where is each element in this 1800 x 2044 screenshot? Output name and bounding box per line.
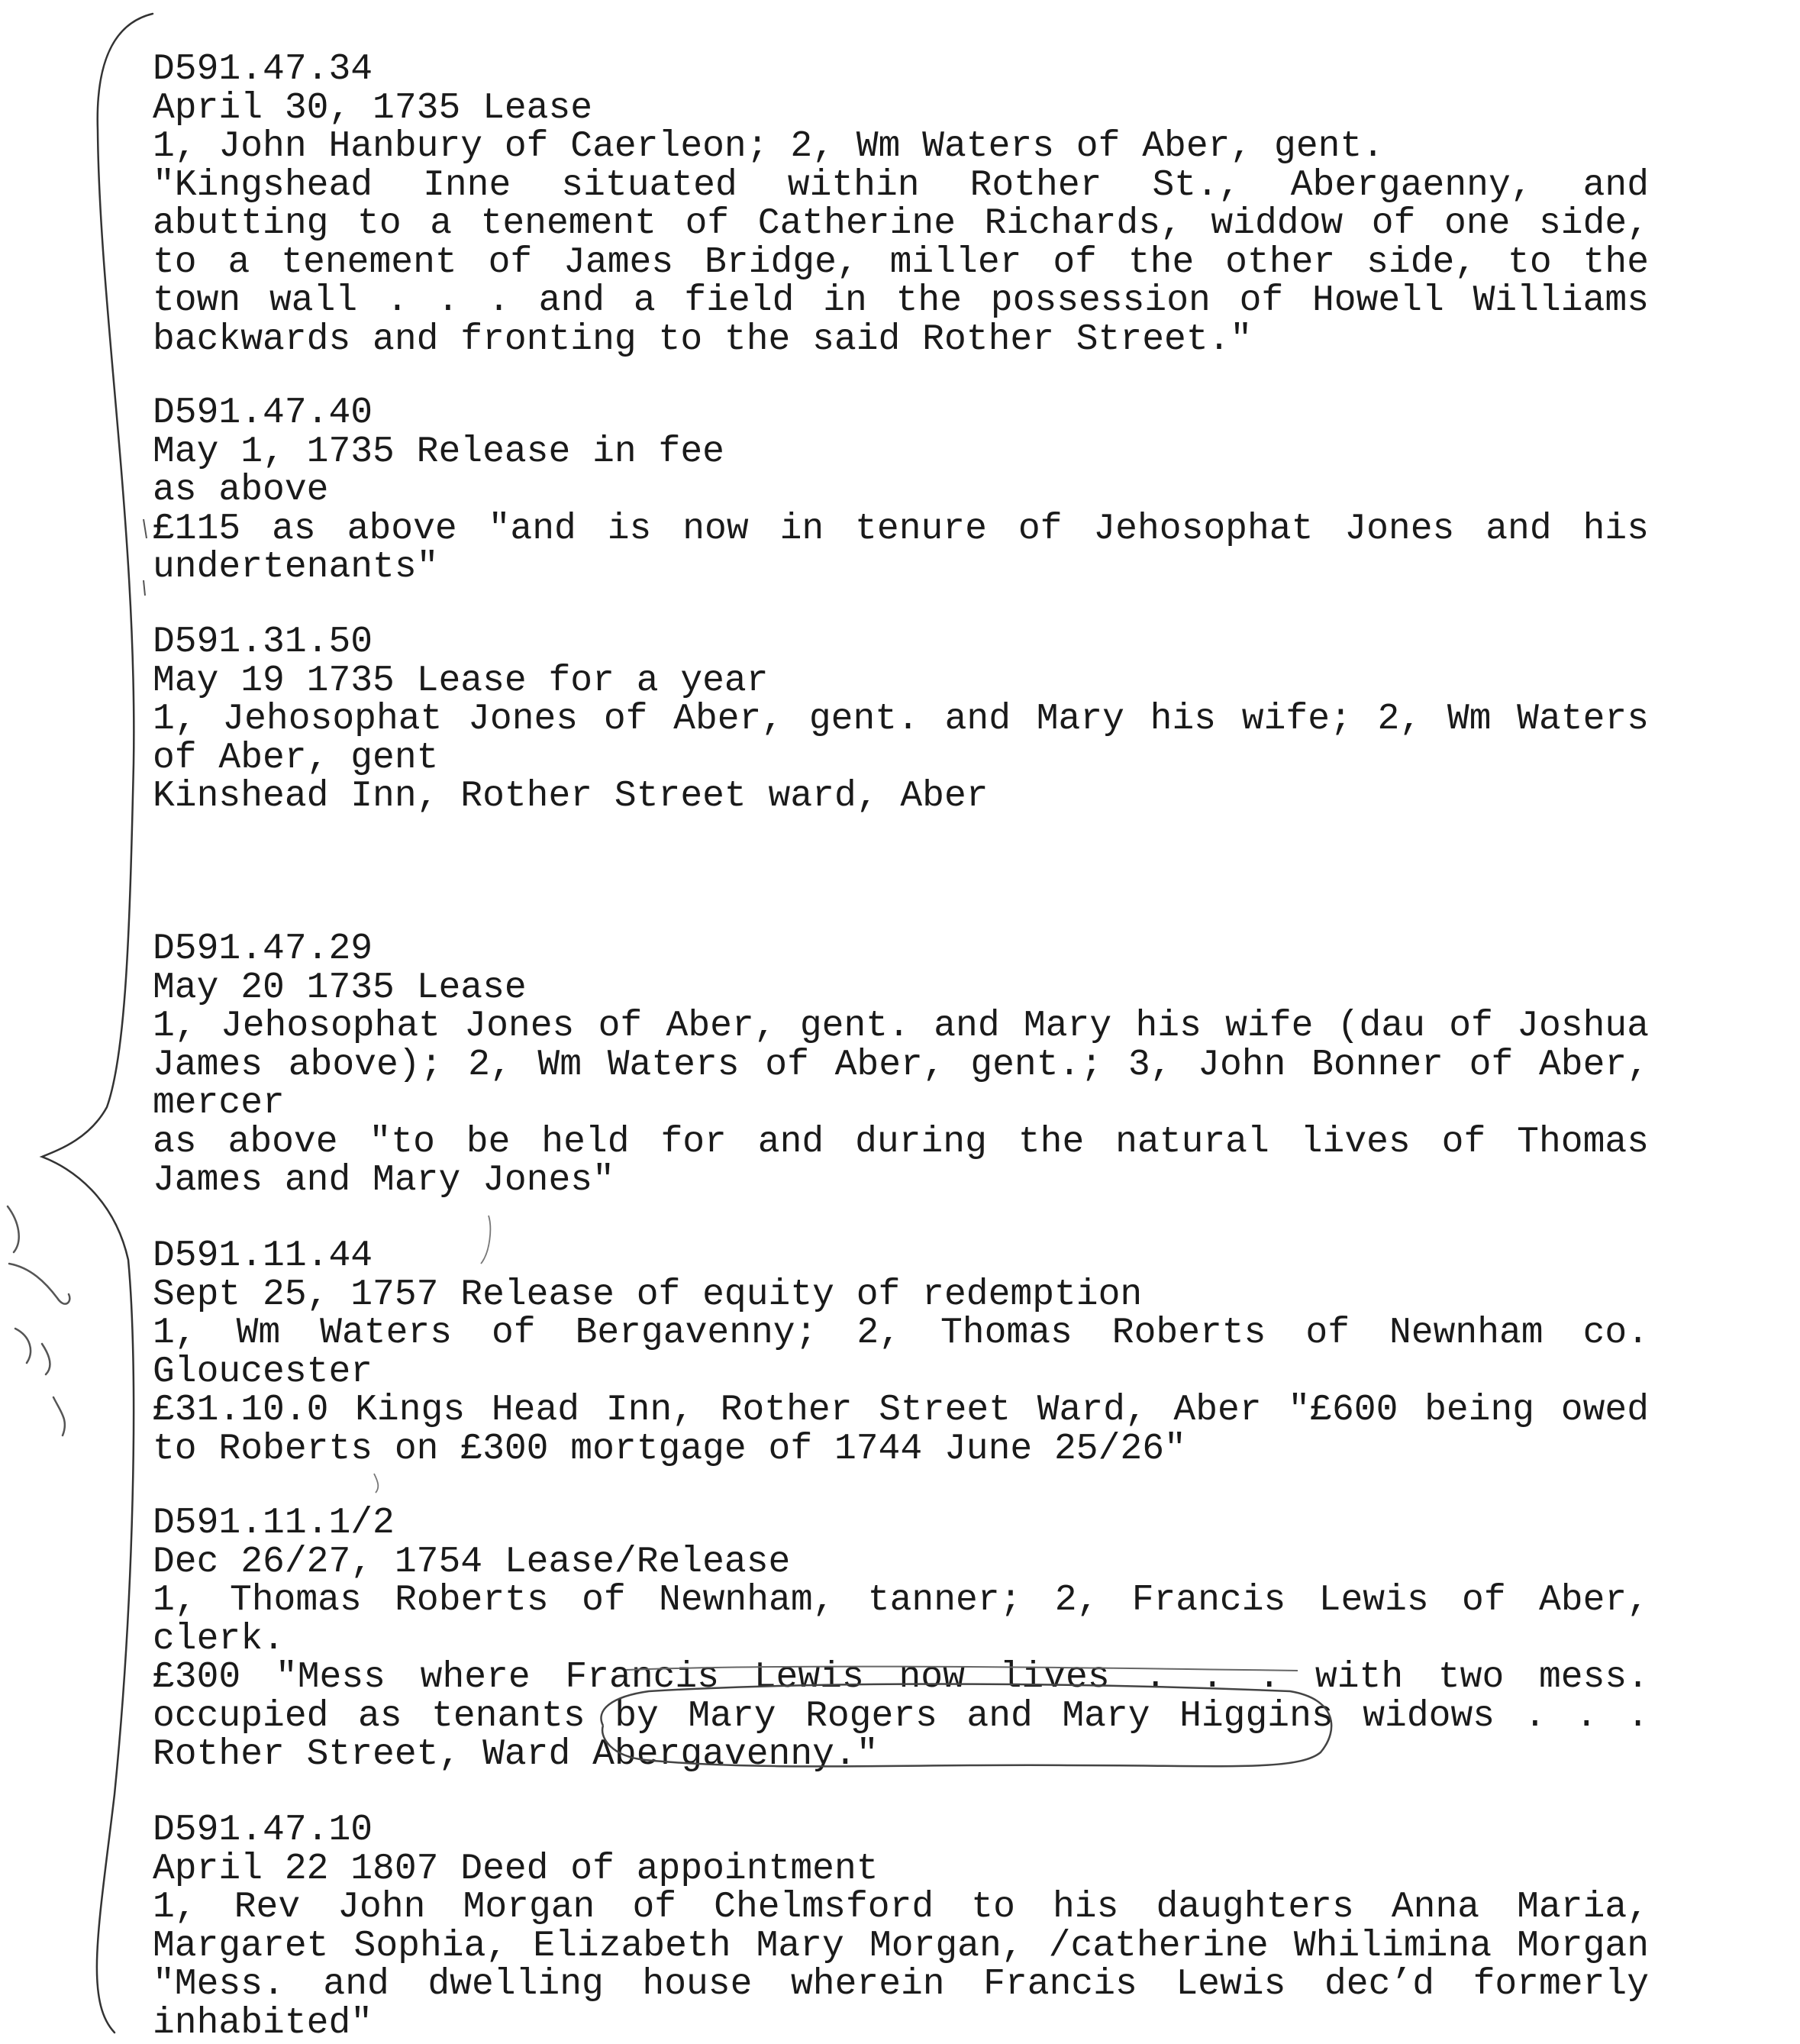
entry-line: "Kingshead Inne situated within Rother St., Abergaenny, and: [153, 164, 1649, 206]
entry-ref: D591.47.29: [153, 928, 373, 970]
entry-ref: D591.11.1/2: [153, 1503, 395, 1544]
entry-d591-31-50: [153, 623, 1649, 816]
entry-line: £300 "Mess where Francis Lewis now lives . . . with two mess.: [153, 1657, 1649, 1698]
entry-line: 1, Wm Waters of Bergavenny; 2, Thomas Roberts of Newnham co.: [153, 1313, 1649, 1354]
entry-line: Gloucester: [153, 1351, 373, 1393]
entry-line: £115 as above "and is now in tenure of Jehosophat Jones and his: [153, 508, 1649, 550]
entry-date: April 30, 1735 Lease: [153, 87, 593, 129]
entry-line: Margaret Sophia, Elizabeth Mary Morgan, /catherine Whilimina Morgan: [153, 1925, 1649, 1967]
entry-line: clerk.: [153, 1618, 285, 1660]
entry-line: 1, Rev John Morgan of Chelmsford to his daughters Anna Maria,: [153, 1887, 1649, 1928]
entry-ref: D591.47.40: [153, 392, 373, 434]
entry-line: undertenants": [153, 547, 439, 588]
entry-ref: D591.11.44: [153, 1235, 373, 1277]
entry-ref: D591.47.34: [153, 49, 373, 90]
entry-line: inhabited": [153, 2002, 373, 2044]
entry-line: 1, Jehosophat Jones of Aber, gent. and Mary his wife (dau of Joshua: [153, 1006, 1649, 1047]
entry-line: Rother Street, Ward Abergavenny.": [153, 1734, 879, 1775]
entry-ref: D591.47.10: [153, 1810, 373, 1851]
entry-line: 1, John Hanbury of Caerleon; 2, Wm Waters of Aber, gent.: [153, 126, 1385, 167]
entry-date: May 1, 1735 Release in fee: [153, 431, 724, 473]
entry-ref: D591.31.50: [153, 622, 373, 663]
entry-line: town wall . . . and a field in the possession of Howell Williams: [153, 280, 1649, 321]
entry-d591-47-34: [153, 50, 1649, 359]
entry-date: April 22 1807 Deed of appointment: [153, 1848, 879, 1890]
entry-d591-47-29: [153, 930, 1649, 1200]
entry-line: James and Mary Jones": [153, 1160, 615, 1201]
entry-line: abutting to a tenement of Catherine Richards, widdow of one side,: [153, 203, 1649, 244]
entry-line: to Roberts on £300 mortgage of 1744 June 25/26": [153, 1428, 1186, 1470]
entry-line: as above: [153, 470, 329, 511]
entry-d591-11-44: [153, 1237, 1649, 1468]
entry-line: £31.10.0 Kings Head Inn, Rother Street Ward, Aber "£600 being owed: [153, 1390, 1649, 1431]
entry-line: 1, Jehosophat Jones of Aber, gent. and Mary his wife; 2, Wm Waters: [153, 699, 1649, 740]
entry-line: 1, Thomas Roberts of Newnham, tanner; 2, Francis Lewis of Aber,: [153, 1580, 1649, 1621]
entry-date: Dec 26/27, 1754 Lease/Release: [153, 1541, 791, 1583]
entry-line: as above "to be held for and during the natural lives of Thomas: [153, 1121, 1649, 1163]
entry-date: May 20 1735 Lease: [153, 967, 527, 1009]
entry-line: Kinshead Inn, Rother Street ward, Aber: [153, 776, 989, 817]
entry-line: backwards and fronting to the said Rother Street.": [153, 318, 1253, 360]
entry-d591-11-1-2: [153, 1504, 1649, 1774]
entry-d591-47-40: [153, 394, 1649, 587]
entry-date: May 19 1735 Lease for a year: [153, 660, 769, 702]
entry-line: mercer: [153, 1083, 285, 1124]
entry-line: to a tenement of James Bridge, miller of the other side, to the: [153, 241, 1649, 283]
entry-line: of Aber, gent: [153, 737, 439, 779]
entry-line: James above); 2, Wm Waters of Aber, gent.; 3, John Bonner of Aber,: [153, 1044, 1649, 1086]
entry-d591-47-10: [153, 1811, 1649, 2042]
entry-line: occupied as tenants by Mary Rogers and Mary Higgins widows . . .: [153, 1695, 1649, 1737]
entry-line: "Mess. and dwelling house wherein Francis Lewis dec’d formerly: [153, 1964, 1649, 2005]
entry-date: Sept 25, 1757 Release of equity of redemption: [153, 1274, 1143, 1316]
